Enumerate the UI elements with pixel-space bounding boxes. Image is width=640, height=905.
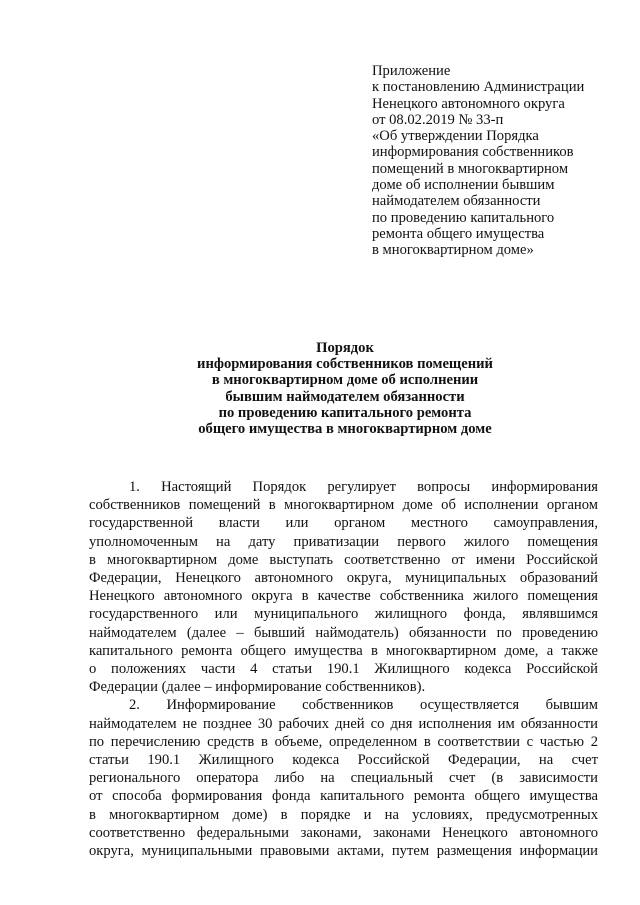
paragraph-line: соответственно федеральными законами, законами Ненецкого автономного (89, 824, 598, 841)
appendix-line: по проведению капитального (372, 209, 555, 226)
appendix-line: «Об утверждении Порядка (372, 128, 539, 145)
paragraph-line: Ненецкого автономного округа в качестве собственника жилого помещения (89, 588, 598, 605)
paragraph-line: наймодателем (далее – бывший наймодатель) обязанности по проведению (89, 624, 598, 641)
paragraph-line: Федерации (далее – информирование собственников). (89, 679, 426, 696)
appendix-line: к постановлению Администрации (372, 79, 585, 96)
document-title (80, 340, 610, 437)
paragraph-line: наймодателем не позднее 30 рабочих дней со дня исполнения им обязанности (89, 715, 598, 732)
appendix-line: от 08.02.2019 № 33-п (372, 111, 504, 128)
appendix-line: Ненецкого автономного округа (372, 95, 565, 112)
appendix-line: Приложение (372, 63, 451, 79)
paragraph-line: статьи 190.1 Жилищного кодекса Российской Федерации, на счет (89, 752, 598, 769)
paragraph-line-text: Настоящий Порядок регулирует вопросы информирования (161, 479, 598, 495)
appendix-line: ремонта общего имущества (372, 225, 545, 242)
document-body (89, 478, 598, 860)
paragraph-2 (89, 696, 598, 860)
appendix-line: доме об исполнении бывшим (372, 177, 555, 194)
title-line: в многоквартирном доме об исполнении (211, 372, 479, 389)
paragraph-line: государственного или муниципального жилищного фонда, являвшимся (89, 606, 598, 623)
paragraph-line: округа, муниципальными правовыми актами, путем размещения информации (89, 843, 598, 860)
paragraph-line: Федерации, Ненецкого автономного округа, муниципальных образований (89, 570, 598, 587)
title-line: информирования собственников помещений (197, 356, 493, 373)
paragraph-line (89, 696, 598, 714)
paragraph-line: собственников помещений в многоквартирном доме об исполнении органом (89, 497, 598, 514)
paragraph-1 (89, 478, 598, 696)
title-line: по проведению капитального ремонта (218, 404, 472, 421)
appendix-line: информирования собственников (372, 144, 574, 161)
paragraph-line: капитального ремонта общего имущества в многоквартирном доме, а также (89, 642, 598, 659)
appendix-block (372, 63, 622, 259)
title-line: общего имущества в многоквартирном доме (198, 421, 492, 438)
paragraph-line: по перечислению средств в объеме, определенном в соответствии с частью 2 (89, 733, 598, 750)
paragraph-number: 2. (129, 697, 140, 714)
paragraph-line: регионального оператора либо на специальный счет (в зависимости (89, 770, 598, 787)
paragraph-line: от способа формирования фонда капитального ремонта общего имущества (89, 788, 598, 805)
paragraph-line: государственной власти или органом местного самоуправления, (89, 515, 598, 532)
paragraph-line-text: Информирование собственников осуществляется бывшим (166, 697, 598, 714)
title-line: бывшим наймодателем обязанности (225, 388, 465, 405)
appendix-line: наймодателем обязанности (372, 193, 541, 210)
appendix-line: в многоквартирном доме» (372, 242, 534, 259)
paragraph-line: о положениях части 4 статьи 190.1 Жилищного кодекса Российской (89, 661, 598, 678)
paragraph-number: 1. (129, 479, 140, 495)
paragraph-line (89, 478, 598, 496)
paragraph-line: в многоквартирном доме) в порядке и на условиях, предусмотренных (89, 806, 598, 823)
paragraph-line: уполномоченным на дату приватизации первого жилого помещения (89, 533, 598, 550)
title-line: Порядок (316, 340, 374, 356)
paragraph-line: в многоквартирном доме выступать соответственно от имени Российской (89, 551, 598, 568)
appendix-line: помещений в многоквартирном (372, 160, 569, 177)
